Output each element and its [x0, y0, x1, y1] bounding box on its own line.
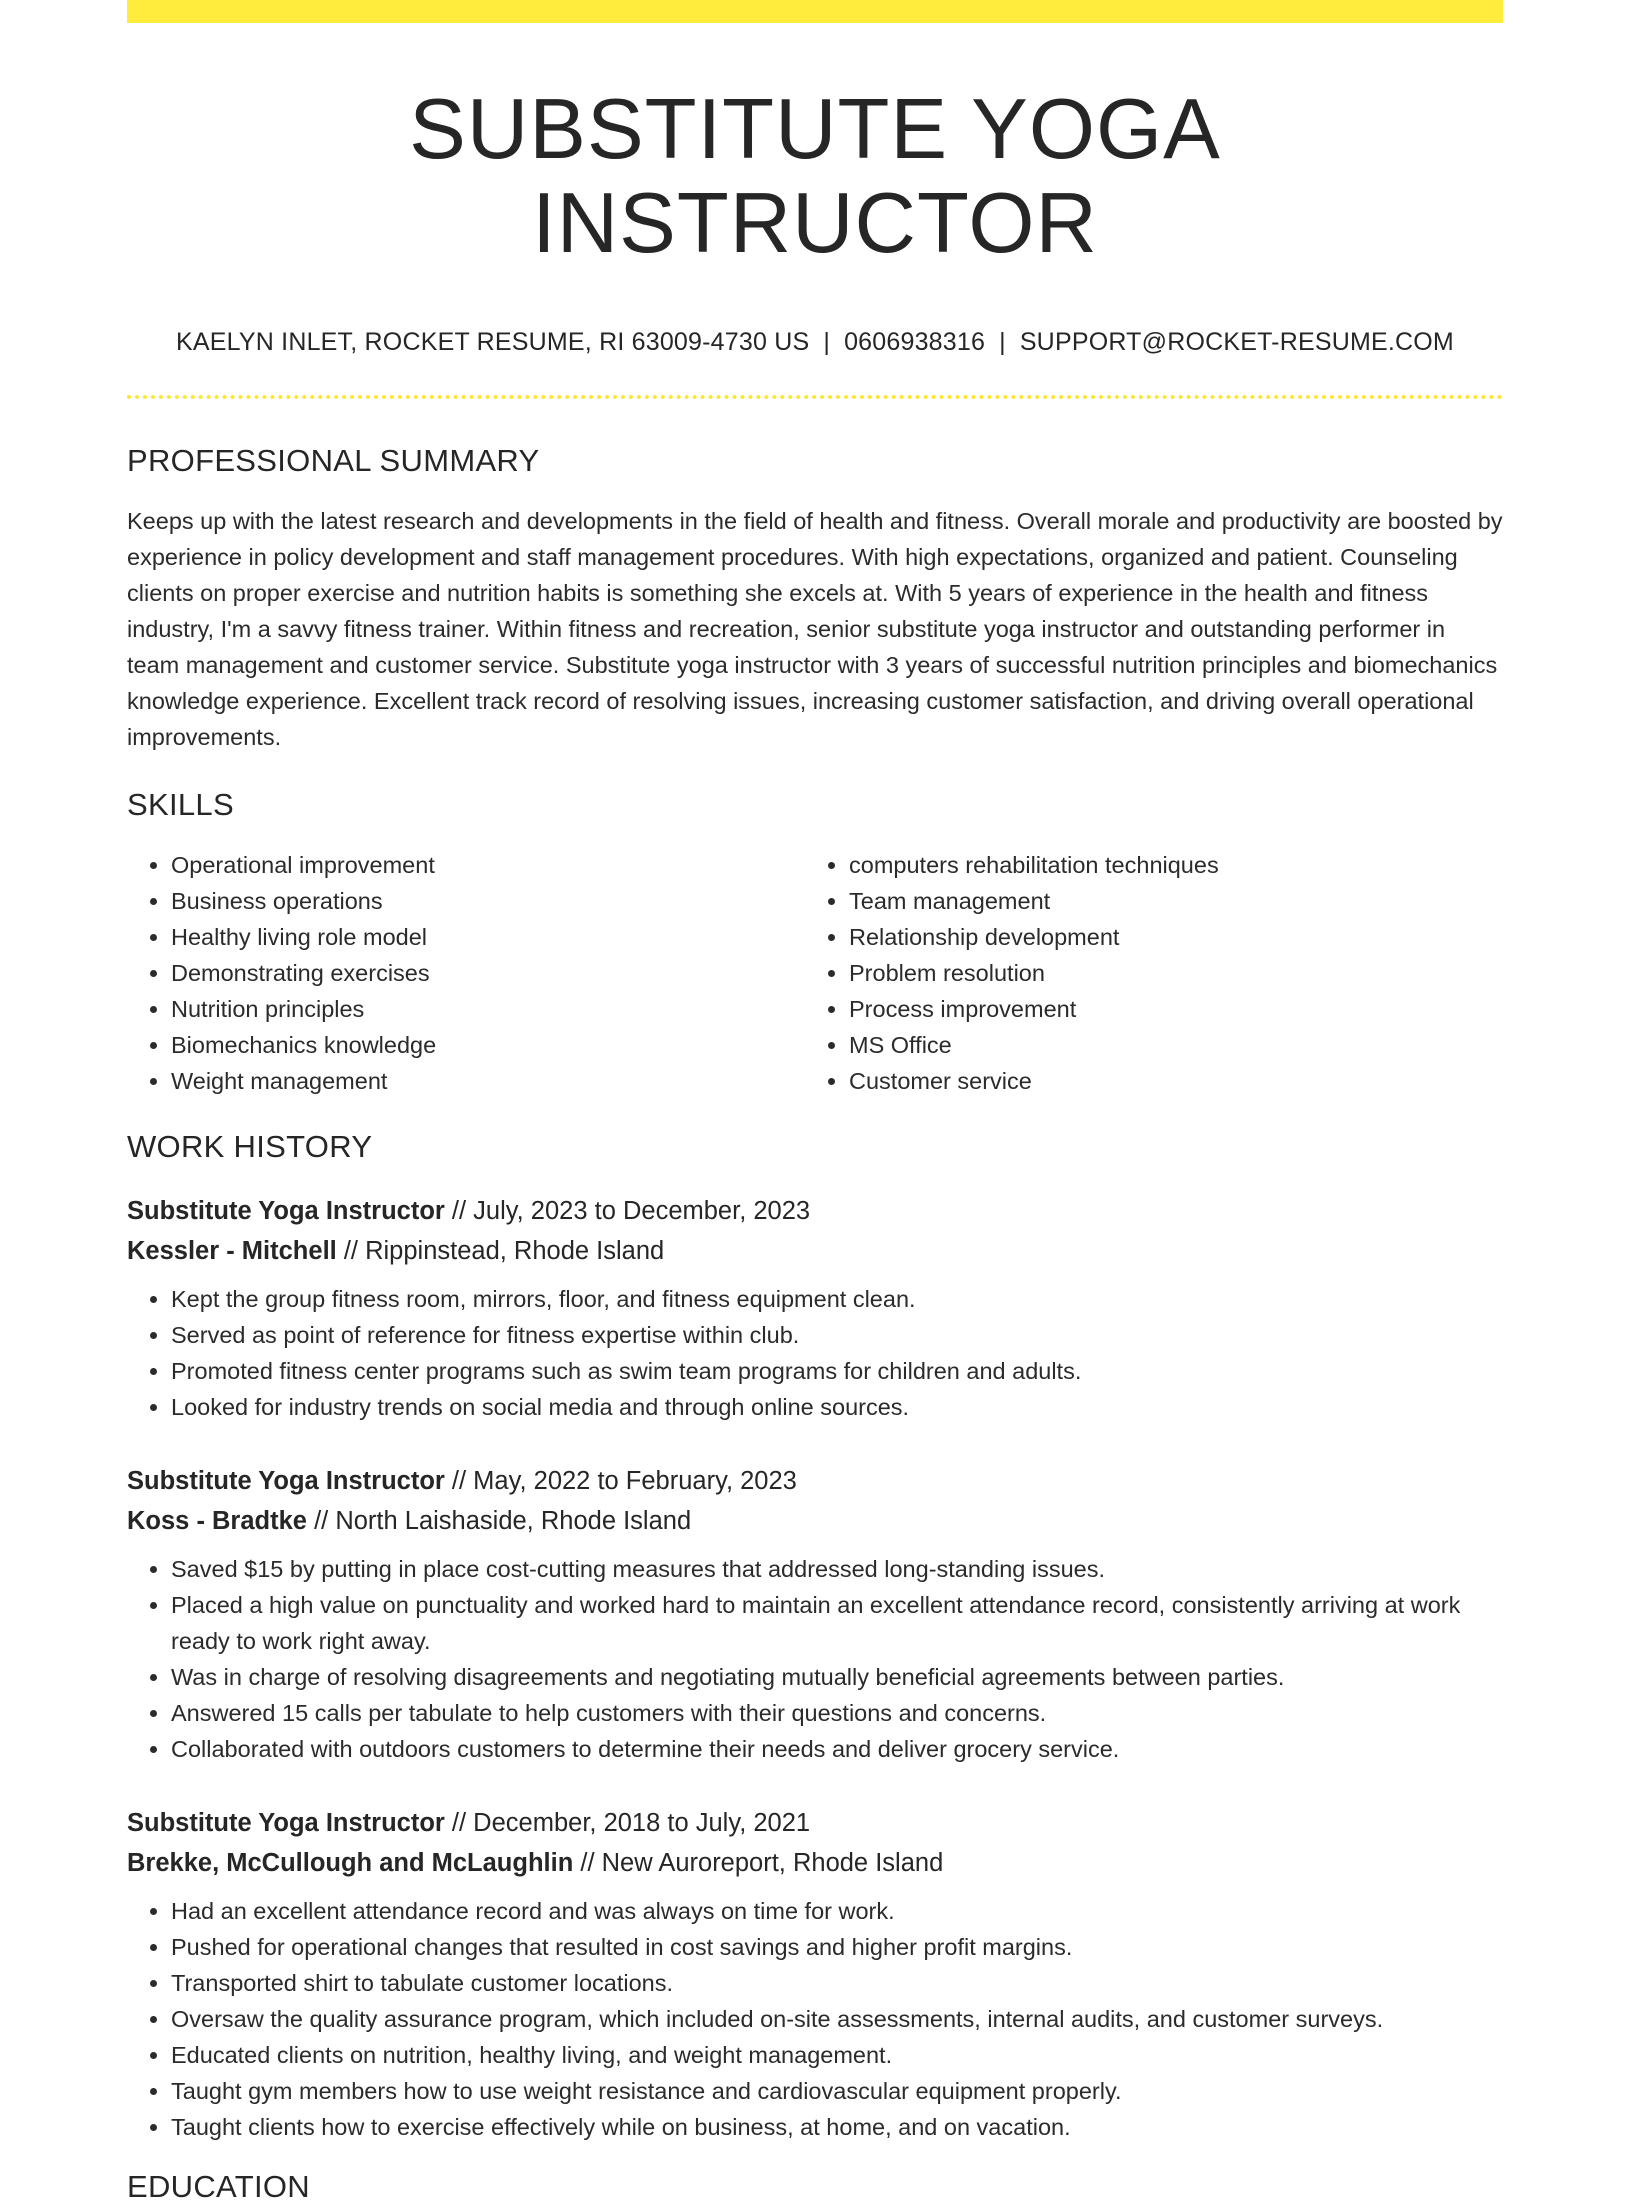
- dotted-divider: [127, 395, 1503, 399]
- contact-address: KAELYN INLET, ROCKET RESUME, RI 63009-4730 US: [176, 328, 810, 356]
- job-entry: [127, 1803, 1503, 2145]
- job-bullet: • Promoted fitness center programs such as swim team programs for children and adults.: [171, 1353, 1503, 1389]
- job-bullets: [127, 1551, 1503, 1767]
- job-entry: [127, 1191, 1503, 1425]
- job-company: Kessler - Mitchell: [127, 1237, 337, 1265]
- job-bullet: • Placed a high value on punctuality and worked hard to maintain an excellent attendance record, consistently arriving at work ready to work right away.: [171, 1587, 1503, 1659]
- job-title-line: [127, 1803, 1503, 1843]
- job-title: Substitute Yoga Instructor: [127, 1467, 445, 1495]
- job-bullets: [127, 1281, 1503, 1425]
- accent-top-bar: [127, 0, 1503, 23]
- skills-heading: SKILLS: [127, 787, 234, 822]
- job-bullets: [127, 1893, 1503, 2145]
- skill-item: • Team management: [849, 883, 1483, 919]
- job-title-line: [127, 1191, 1503, 1231]
- job-location: // New Auroreport, Rhode Island: [573, 1849, 944, 1877]
- job-entry: [127, 1461, 1503, 1767]
- skill-item: • Operational improvement: [171, 847, 805, 883]
- skill-item: • Healthy living role model: [171, 919, 805, 955]
- job-title-line: [127, 1461, 1503, 1501]
- skill-item: • Problem resolution: [849, 955, 1483, 991]
- contact-line: [127, 328, 1503, 357]
- skill-item: • Relationship development: [849, 919, 1483, 955]
- skill-item: • MS Office: [849, 1027, 1483, 1063]
- job-bullet: • Served as point of reference for fitness expertise within club.: [171, 1317, 1503, 1353]
- job-bullet: • Pushed for operational changes that resulted in cost savings and higher profit margins.: [171, 1929, 1503, 1965]
- job-bullet: • Looked for industry trends on social media and through online sources.: [171, 1389, 1503, 1425]
- skill-item: • Process improvement: [849, 991, 1483, 1027]
- job-bullet: • Oversaw the quality assurance program, which included on-site assessments, internal audits, and customer surveys.: [171, 2001, 1503, 2037]
- job-dates: // May, 2022 to February, 2023: [444, 1467, 797, 1495]
- skills-left-list: [127, 847, 805, 1099]
- job-bullet: • Taught gym members how to use weight resistance and cardiovascular equipment properly.: [171, 2073, 1503, 2109]
- resume-page: [127, 0, 1503, 2205]
- skill-item: • Biomechanics knowledge: [171, 1027, 805, 1063]
- contact-separator: |: [999, 328, 1006, 356]
- job-bullet: • Kept the group fitness room, mirrors, floor, and fitness equipment clean.: [171, 1281, 1503, 1317]
- skill-item: • Customer service: [849, 1063, 1483, 1099]
- skills-columns: [127, 847, 1503, 1099]
- skill-item: • Nutrition principles: [171, 991, 805, 1027]
- job-dates: // December, 2018 to July, 2021: [444, 1809, 811, 1837]
- skill-item: • Weight management: [171, 1063, 805, 1099]
- resume-title: SUBSTITUTE YOGA INSTRUCTOR: [409, 82, 1221, 271]
- skill-item: • Business operations: [171, 883, 805, 919]
- job-company-line: [127, 1843, 1503, 1883]
- job-company-line: [127, 1231, 1503, 1271]
- summary-text: Keeps up with the latest research and developments in the field of health and fitness. Overall morale and productivity are boosted by experience in policy development and staff management procedures. With high expectations, organized and patient. Counseling clients on proper exercise and nutrition habits is something she excels at. With 5 years of experience in the health and fitness industry, I'm a savvy fitness trainer. Within fitness and recreation, senior substitute yoga instructor and outstanding performer in team management and customer service. Substitute yoga instructor with 3 years of successful nutrition principles and biomechanics knowledge experience. Excellent track record of resolving issues, increasing customer satisfaction, and driving overall operational improvements.: [127, 508, 1503, 750]
- work-history-heading: WORK HISTORY: [127, 1129, 373, 1164]
- education-heading: EDUCATION: [127, 2169, 310, 2204]
- job-bullet: • Had an excellent attendance record and was always on time for work.: [171, 1893, 1503, 1929]
- job-title: Substitute Yoga Instructor: [127, 1809, 445, 1837]
- job-bullet: • Transported shirt to tabulate customer locations.: [171, 1965, 1503, 2001]
- job-company: Brekke, McCullough and McLaughlin: [127, 1849, 574, 1877]
- job-bullet: • Collaborated with outdoors customers to determine their needs and deliver grocery service.: [171, 1731, 1503, 1767]
- contact-phone[interactable]: 0606938316: [844, 328, 986, 356]
- contact-separator: |: [823, 328, 831, 356]
- contact-email[interactable]: SUPPORT@ROCKET-RESUME.COM: [1019, 328, 1454, 356]
- job-title: Substitute Yoga Instructor: [127, 1197, 445, 1225]
- job-bullet: • Saved $15 by putting in place cost-cutting measures that addressed long-standing issues.: [171, 1551, 1503, 1587]
- job-company-line: [127, 1501, 1503, 1541]
- skill-item: • computers rehabilitation techniques: [849, 847, 1483, 883]
- job-bullet: • Was in charge of resolving disagreements and negotiating mutually beneficial agreements between parties.: [171, 1659, 1503, 1695]
- job-bullet: • Answered 15 calls per tabulate to help customers with their questions and concerns.: [171, 1695, 1503, 1731]
- job-company: Koss - Bradtke: [127, 1507, 307, 1535]
- job-location: // North Laishaside, Rhode Island: [306, 1507, 692, 1535]
- job-dates: // July, 2023 to December, 2023: [444, 1197, 811, 1225]
- job-bullet: • Educated clients on nutrition, healthy living, and weight management.: [171, 2037, 1503, 2073]
- summary-heading: PROFESSIONAL SUMMARY: [127, 443, 540, 478]
- job-bullet: • Taught clients how to exercise effectively while on business, at home, and on vacation.: [171, 2109, 1503, 2145]
- skill-item: • Demonstrating exercises: [171, 955, 805, 991]
- job-location: // Rippinstead, Rhode Island: [336, 1237, 665, 1265]
- skills-right-list: [805, 847, 1483, 1099]
